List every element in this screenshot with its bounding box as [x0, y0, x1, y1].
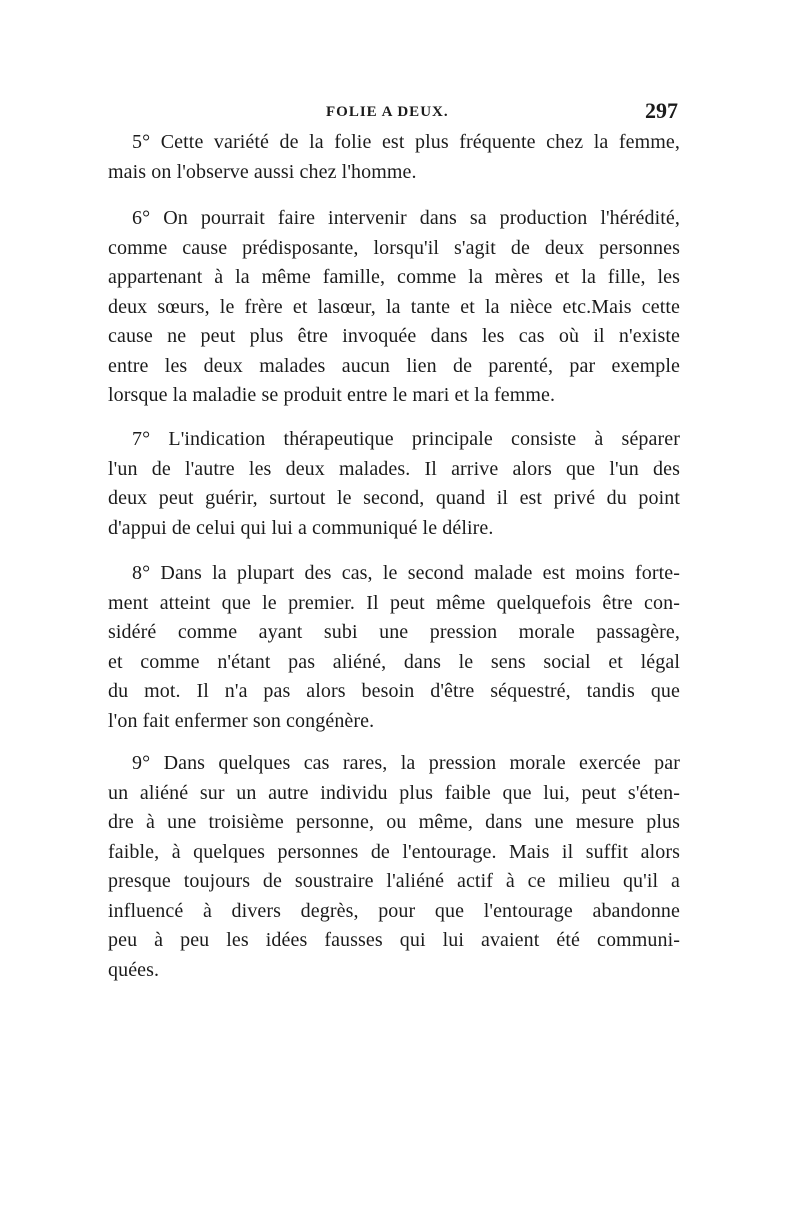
text-line: un aliéné sur un autre individu plus faible que lui, peut s'éten- — [108, 781, 680, 804]
text-line: deux peut guérir, surtout le second, quand il est privé du point — [108, 487, 680, 509]
text-line: influencé à divers degrès, pour que l'entourage abandonne — [108, 899, 680, 922]
text-line: dre à une troisième personne, ou même, dans une mesure plus — [108, 811, 680, 833]
running-title: FOLIE A DEUX. — [326, 104, 449, 120]
text-line: presque toujours de soustraire l'aliéné actif à ce milieu qu'il a — [108, 870, 680, 892]
text-line: comme cause prédisposante, lorsqu'il s'agit de deux personnes — [108, 236, 680, 259]
text-line: appartenant à la même famille, comme la mères et la fille, les — [108, 266, 680, 288]
text-line: du mot. Il n'a pas alors besoin d'être séquestré, tandis que — [108, 680, 680, 702]
text-line: d'appui de celui qui lui a communiqué le délire. — [108, 516, 494, 539]
text-line: faible, à quelques personnes de l'entourage. Mais il suffit alors — [108, 840, 680, 863]
text-line: quées. — [108, 958, 160, 981]
paragraph-6 — [108, 204, 680, 411]
page-number: 297 — [645, 98, 678, 123]
text-line: l'un de l'autre les deux malades. Il arrive alors que l'un des — [108, 457, 680, 480]
text-line: deux sœurs, le frère et lasœur, la tante et la nièce etc.Mais cette — [108, 295, 680, 318]
text-line: sidéré comme ayant subi une pression morale passagère, — [108, 621, 680, 643]
text-line: 6° On pourrait faire intervenir dans sa production l'hérédité, — [132, 207, 680, 229]
paragraph-8 — [108, 559, 680, 736]
page-header — [108, 98, 678, 126]
text-line: entre les deux malades aucun lien de parenté, par exemple — [108, 354, 680, 377]
text-line: cause ne peut plus être invoquée dans les cas où il n'existe — [108, 325, 680, 347]
paragraph-5 — [108, 128, 680, 187]
text-line: 7° L'indication thérapeutique principale consiste à séparer — [132, 428, 680, 450]
paragraph-7 — [108, 425, 680, 543]
paragraph-9 — [108, 749, 680, 985]
text-line: et comme n'étant pas aliéné, dans le sens social et légal — [108, 650, 680, 673]
text-line: mais on l'observe aussi chez l'homme. — [108, 160, 417, 183]
text-line: ment atteint que le premier. Il peut même quelquefois être con- — [108, 591, 680, 614]
text-line: 8° Dans la plupart des cas, le second malade est moins forte- — [132, 562, 680, 584]
text-line: 9° Dans quelques cas rares, la pression morale exercée par — [132, 752, 680, 774]
text-line: 5° Cette variété de la folie est plus fréquente chez la femme, — [132, 131, 680, 153]
text-line: peu à peu les idées fausses qui lui avaient été communi- — [108, 929, 680, 951]
text-line: lorsque la maladie se produit entre le mari et la femme. — [108, 384, 556, 406]
text-line: l'on fait enfermer son congénère. — [108, 709, 375, 732]
